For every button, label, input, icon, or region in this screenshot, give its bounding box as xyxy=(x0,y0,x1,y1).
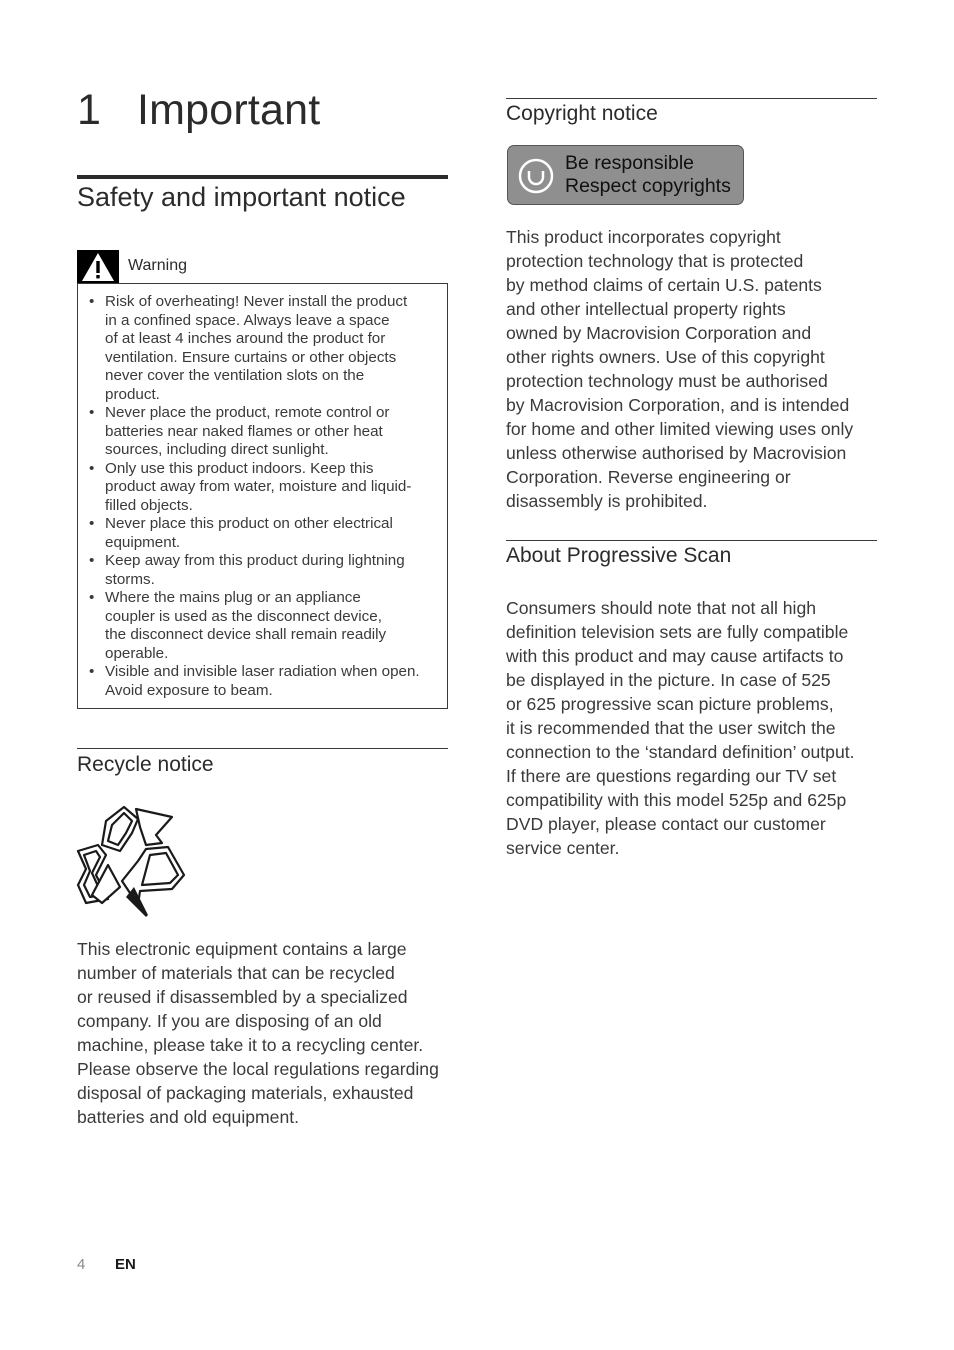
text-line: service center. xyxy=(506,838,620,858)
copyright-badge xyxy=(507,145,744,205)
text-line: Corporation. Reverse engineering or xyxy=(506,467,791,487)
text-line: This electronic equipment contains a large xyxy=(77,939,407,959)
warning-item xyxy=(89,459,437,516)
text-line: by method claims of certain U.S. patents xyxy=(506,275,822,295)
badge-line-2: Respect copyrights xyxy=(565,175,731,197)
bullet-icon: • xyxy=(89,589,95,606)
text-line: the disconnect device shall remain readily xyxy=(105,626,387,643)
text-line: Visible and invisible laser radiation when open. xyxy=(105,663,420,680)
text-line: number of materials that can be recycled xyxy=(77,963,395,983)
bullet-icon: • xyxy=(89,515,95,532)
warning-item xyxy=(89,552,437,589)
recycle-title: Recycle notice xyxy=(77,753,214,776)
text-line: DVD player, please contact our customer xyxy=(506,814,826,834)
text-line: definition television sets are fully compatible xyxy=(506,622,849,642)
progressive-title: About Progressive Scan xyxy=(506,544,732,567)
text-line: batteries and old equipment. xyxy=(77,1107,300,1127)
text-line: never cover the ventilation slots on the xyxy=(105,367,365,384)
text-line: and other intellectual property rights xyxy=(506,299,786,319)
text-line: company. If you are disposing of an old xyxy=(77,1011,382,1031)
text-line: protection technology that is protected xyxy=(506,251,804,271)
text-line: protection technology must be authorised xyxy=(506,371,828,391)
text-line: disposal of packaging materials, exhausted xyxy=(77,1083,414,1103)
warning-item xyxy=(89,589,437,663)
text-line: batteries near naked flames or other heat xyxy=(105,422,383,440)
text-line: coupler is used as the disconnect device, xyxy=(105,607,382,625)
text-line: by Macrovision Corporation, and is intended xyxy=(506,395,850,415)
smile-icon xyxy=(518,158,554,194)
text-line: sources, including direct sunlight. xyxy=(105,441,329,458)
text-line: Only use this product indoors. Keep this xyxy=(105,459,374,477)
bullet-icon: • xyxy=(89,404,95,421)
copyright-body xyxy=(506,225,886,513)
progressive-divider xyxy=(506,540,877,541)
text-line: or 625 progressive scan picture problems, xyxy=(506,694,834,714)
copyright-divider xyxy=(506,98,877,99)
text-line: be displayed in the picture. In case of 525 xyxy=(506,670,831,690)
copyright-title: Copyright notice xyxy=(506,102,658,125)
section-title: Safety and important notice xyxy=(77,182,406,212)
warning-item xyxy=(89,404,437,460)
text-line: compatibility with this model 525p and 625p xyxy=(506,790,847,810)
bullet-icon: • xyxy=(89,552,95,569)
recycle-divider xyxy=(77,748,448,749)
warning-label: Warning xyxy=(128,257,187,274)
text-line: This product incorporates copyright xyxy=(506,227,781,247)
text-line: unless otherwise authorised by Macrovision xyxy=(506,443,847,463)
text-line: ventilation. Ensure curtains or other objects xyxy=(105,348,397,366)
text-line: machine, please take it to a recycling center. xyxy=(77,1035,424,1055)
text-line: Risk of overheating! Never install the product xyxy=(105,293,408,310)
text-line: storms. xyxy=(105,570,155,588)
text-line: disassembly is prohibited. xyxy=(506,491,708,511)
bullet-icon: • xyxy=(89,459,95,477)
recycle-icon xyxy=(76,805,188,919)
progressive-body xyxy=(506,596,886,860)
chapter-title-text: Important xyxy=(137,86,321,134)
text-line: other rights owners. Use of this copyright xyxy=(506,347,825,367)
text-line: product. xyxy=(105,385,160,403)
page-number: 4 xyxy=(77,1256,86,1273)
warning-header xyxy=(77,250,448,284)
text-line: in a confined space. Always leave a space xyxy=(105,311,390,329)
text-line: Never place the product, remote control or xyxy=(105,404,390,421)
text-line: with this product and may cause artifacts to xyxy=(506,646,844,666)
warning-icon xyxy=(77,250,119,284)
recycle-body xyxy=(77,937,457,1129)
text-line: it is recommended that the user switch the xyxy=(506,718,836,738)
chapter-number: 1 xyxy=(77,86,102,134)
text-line: equipment. xyxy=(105,533,181,551)
warning-item xyxy=(89,293,437,404)
badge-line-1: Be responsible xyxy=(565,152,694,174)
section-divider xyxy=(77,175,448,179)
bullet-icon: • xyxy=(89,293,95,310)
text-line: Please observe the local regulations regarding xyxy=(77,1059,439,1079)
text-line: owned by Macrovision Corporation and xyxy=(506,323,812,343)
text-line: Consumers should note that not all high xyxy=(506,598,817,618)
text-line: operable. xyxy=(105,644,169,662)
warning-box xyxy=(77,283,448,709)
text-line: Keep away from this product during lightning xyxy=(105,552,405,569)
text-line: or reused if disassembled by a specialized xyxy=(77,987,408,1007)
text-line: connection to the ‘standard definition’ output. xyxy=(506,742,855,762)
text-line: Never place this product on other electrical xyxy=(105,515,393,532)
text-line: for home and other limited viewing uses only xyxy=(506,419,854,439)
text-line: If there are questions regarding our TV set xyxy=(506,766,837,786)
text-line: product away from water, moisture and liquid- xyxy=(105,478,412,495)
text-line: Where the mains plug or an appliance xyxy=(105,589,361,606)
text-line: of at least 4 inches around the product for xyxy=(105,330,386,347)
text-line: filled objects. xyxy=(105,496,193,514)
bullet-icon: • xyxy=(89,663,95,680)
chapter-title xyxy=(77,86,320,135)
text-line: Avoid exposure to beam. xyxy=(105,681,273,699)
language-code: EN xyxy=(115,1256,136,1273)
warning-list xyxy=(78,284,447,700)
warning-item xyxy=(89,515,437,552)
warning-item xyxy=(89,663,437,700)
